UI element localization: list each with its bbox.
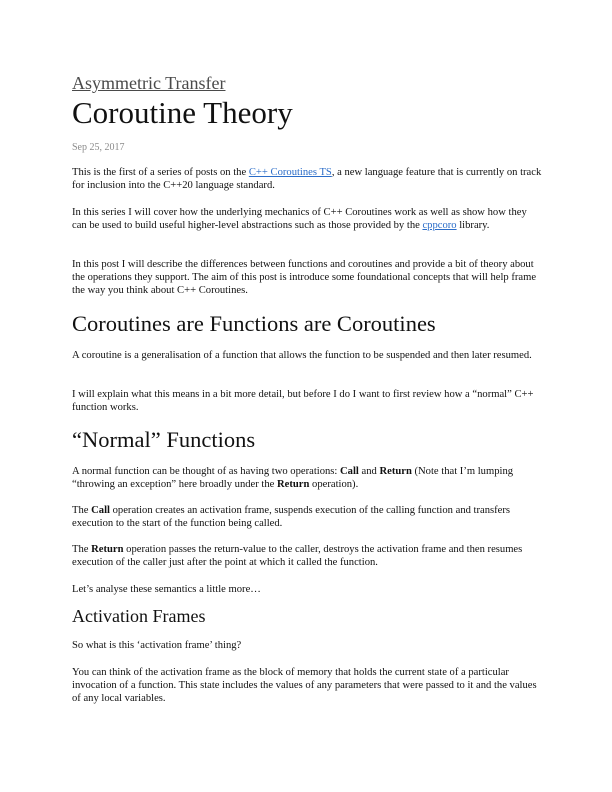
return-operation-paragraph [72, 543, 542, 569]
heading-coroutines-are-functions: Coroutines are Functions are Coroutines [72, 311, 436, 336]
operations-text-and: and [358, 466, 380, 477]
heading-normal-functions: “Normal” Functions [72, 427, 256, 452]
operations-text-a: A normal function can be thought of as having two operations: [72, 466, 341, 477]
operations-text-c: operation). [309, 479, 359, 491]
cppcoro-link[interactable]: cppcoro [422, 220, 457, 232]
call-text-a: The [72, 505, 92, 516]
intro-p1-text-b: , a new language feature that is currently on track for inclusion into the C++20 language standard. [72, 167, 542, 192]
cpp-coroutines-ts-link[interactable]: C++ Coroutines TS [248, 167, 332, 178]
operations-text-b: (Note that I’m lumping “throwing an exception” here broadly under the [72, 466, 514, 491]
coroutine-definition-paragraph: A coroutine is a generalisation of a function that allows the function to be suspended and then later resumed. [72, 350, 532, 361]
intro-paragraph-2 [72, 206, 542, 232]
call-keyword-2: Call [91, 505, 110, 516]
analyse-semantics-paragraph: Let’s analyse these semantics a little more… [72, 584, 261, 595]
return-text-a: The [72, 544, 92, 555]
activation-frame-description-paragraph: You can think of the activation frame as the block of memory that holds the current state of a particular invocation of a function. This state includes the values of any parameters that were passed to it and the values of any local variables. [72, 667, 537, 705]
intro-paragraph-3: In this post I will describe the differences between functions and coroutines and provide a bit of theory about the operations they support. The aim of this post is introduce some foundational concepts that will help frame the way you think about C++ Coroutines. [72, 259, 537, 297]
call-operation-paragraph [72, 504, 542, 530]
site-title-link[interactable]: Asymmetric Transfer [72, 73, 226, 93]
return-keyword: Return [379, 466, 412, 477]
post-date: Sep 25, 2017 [72, 142, 125, 153]
intro-p2-text-b: library. [456, 220, 490, 232]
call-text-b: operation creates an activation frame, suspends execution of the calling function and transfers execution to the start of the function being called. [72, 505, 511, 530]
post-title: Coroutine Theory [72, 95, 293, 130]
heading-activation-frames: Activation Frames [72, 606, 206, 626]
return-keyword-3: Return [91, 544, 124, 555]
call-keyword: Call [340, 466, 359, 477]
intro-p1-text-a: This is the first of a series of posts on the [72, 167, 249, 178]
return-text-b: operation passes the return-value to the caller, destroys the activation frame and then resumes execution of the caller just after the point at which it called the function. [72, 544, 523, 569]
activation-frame-question-paragraph: So what is this ‘activation frame’ thing? [72, 640, 242, 651]
normal-function-intro-paragraph: I will explain what this means in a bit more detail, but before I do I want to first review how a “normal” C++ function works. [72, 389, 534, 414]
intro-paragraph-1 [72, 166, 542, 192]
operations-paragraph [72, 465, 542, 491]
intro-p2-text-a: In this series I will cover how the underlying mechanics of C++ Coroutines work as well as show how they can be used to build useful higher-level abstractions such as those provided by the [72, 207, 527, 232]
return-keyword-2: Return [277, 479, 310, 491]
